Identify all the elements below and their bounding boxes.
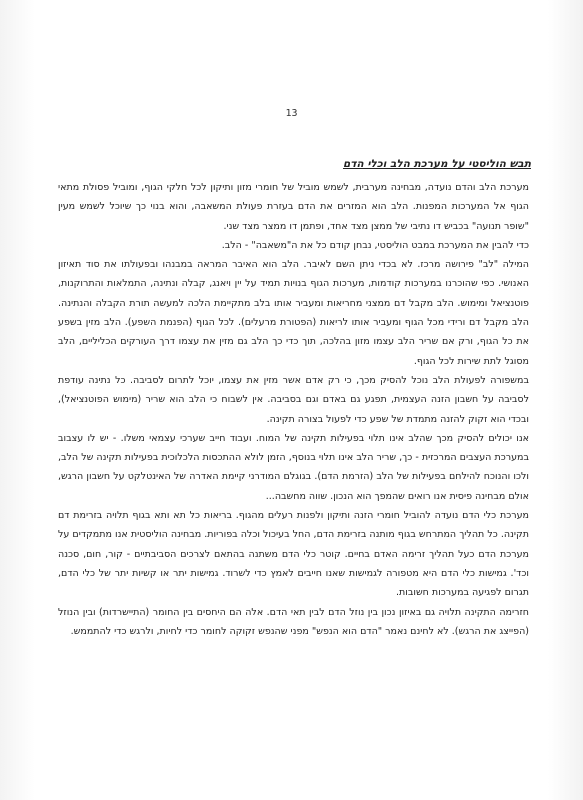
paragraph: אנו יכולים להסיק מכך שהלב אינו תלוי בפעילות תקינה של המוח. ועבוד חייב שערכי עצמאי משלו. - יש לו עצבוב במערכת העצבים המרכזית - כך, שריר הלב אינו תלוי בנוסף, הזמן לולא ההתכסות הלכלוכית בפעילות תקינה של הלב, ולכו והנוכח להילחם בפעילות של הלב (הזרמת הדם). בגוגלם המודרני קיימת האדרה של האינטלקט על חשבון הרגש, אולם מבחינה פיסית אנו רואים שהמפך הוא הנכון. שווה מחשבה... — [58, 432, 529, 502]
paragraph: מערכת כלי הדם נועדה להוביל חומרי הזנה ותיקון ולפנות רעלים מהגוף. בריאות כל תא ותא בגוף תלויה בזרימת דם תקינה. כל תהליך המתרחש בגוף מותנה בזרימת הדם, החל בעיכול וכלה בפוריות. מבחינה הוליסטית אנו מתמקדים על מערכת הדם כעל תהליך זרימה האדם בחיים. קוטר כלי הדם משתנה בהתאם לצרכים הסביבתיים - קור, חום, סכנה וכד'. גמישות כלי הדם היא מטפורה לגמישות שאנו חייבים לאמץ כדי לשרוד. גמישות יתר או קשיות יתר של כלי הדם, תגרום לפגיעה במערכות חשובות. — [58, 510, 529, 599]
paragraph: במשפורה לפעולת הלב נוכל להסיק מכך, כי רק אדם אשר מזין את עצמו, יוכל לתרום לסביבה. כל נתינה עודפת לסביבה על חשבון הזנה העצמית, תפגע גם באדם וגם בסביבה. אין לשבוח כי הלב הוא שריר (מימוש הפוטנציאל), ובכדי הוא זקוק להזנה מתמדת של שפע כדי לפעול בצורה תקינה. — [58, 374, 529, 425]
paragraph: חזרימה התקינה תלויה גם באיזון נכון בין נוזל הדם לבין תאי הדם. אלה הם היחסים בין החומר (התיישרדות) ובין הנוזל (הפייצג את הרגש). לא לחינם נאמר "הדם הוא הנפש" מפני שהנפש זקוקה לחומר כדי לחיות, ולרגש כדי להתממש. — [58, 606, 529, 637]
paragraph: מערכת הלב והדם נועדה, מבחינה מערבית, לשמש מוביל של חומרי מזון ותיקון לכל חלקי הגוף, ומוביל פסולת מתאי הגוף אל המערכות המפנות. הלב הוא המזרים את הדם בעזרת פעולת המשאבה, והוא בנוי כך שיוכל לשמש מעין "שופר תנועה" בכביש דו נתיבי של ממצן מצד אחד, ופתמן דו ממצר מצד שני. — [58, 182, 529, 232]
paragraph: המילה "לב" פירושה מרכז. לא בכדי ניתן השם לאיבר. הלב הוא האיבר המראה במבנהו ובפעולתו את סוד תאיזון האנושי. כפי שהוכרנו במערכות קודמות, מערכות הגוף בנויות תמיד על יין ויאנג, קבלה ונתינה, התמלאות והתרוקנות, פוטנציאל ומימוש. הלב מקבל דם ממצני מחריאות ומעביר אותו בלב מתקיימת הלכה למעשה תורת הקבלה והנתינה. הלב מקבל דם ורידי מכל הגוף ומעביר אותו לריאות (הפטורת מרעלים). לכל הגוף (הפנמת השפע). הלב מזין בשפע את כל הגוף, ורק אם שריר הלב עצמו מזון בהלכה, תוך כדי כך הלב גם מזין את עצמו דרך העורקים הכליליים, הלב מסוגל לתת שירות לכל הגוף. — [58, 259, 529, 367]
section-title: תבש הוליסטי על מערכת הלב וכלי הדם — [342, 158, 531, 170]
body-text — [58, 178, 529, 641]
page-number: 13 — [285, 108, 298, 119]
paragraph: כדי להבין את המערכת במבט הוליסטי, נבחן קודם כל את ה"משאבה" - הלב. — [221, 239, 529, 251]
